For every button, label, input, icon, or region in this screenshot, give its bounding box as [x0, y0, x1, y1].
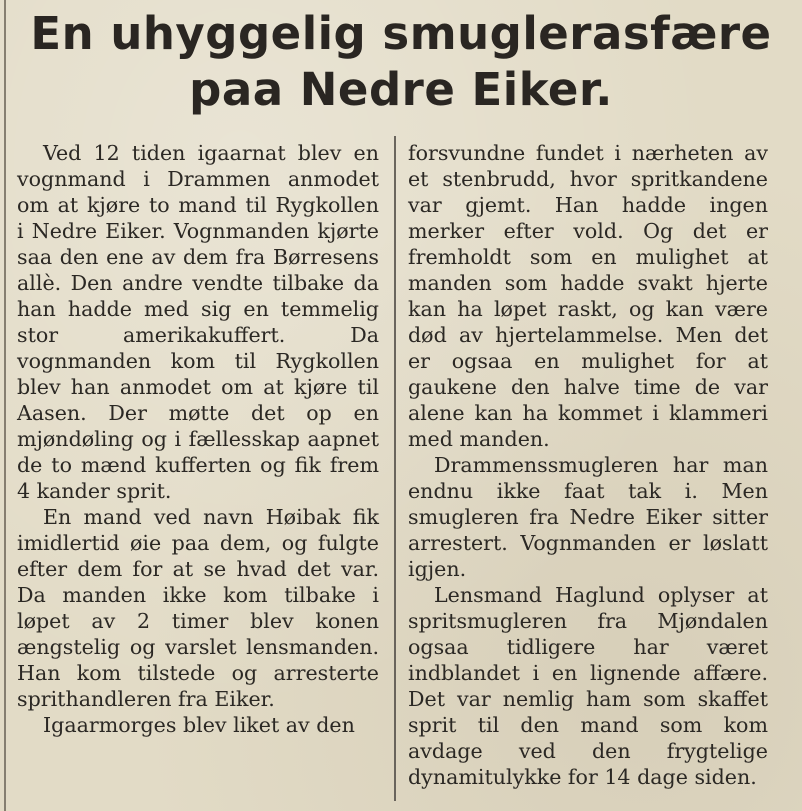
headline-line-2: paa Nedre Eiker. — [189, 63, 613, 116]
article-paragraph: Lensmand Haglund oplyser at spritsmugleren fra Mjøndalen ogsaa tidligere har været indblandet i en lignende affære. Det var nemlig ham som skaffet sprit til den mand som kom avdage ved den frygtelige dynamitulykke for 14 dage siden. — [408, 583, 768, 789]
article-paragraph: Drammenssmugleren har man endnu ikke faat tak i. Men smugleren fra Nedre Eiker sitter arrestert. Vognmanden er løslatt igjen. — [408, 453, 768, 581]
headline — [0, 6, 802, 118]
headline-line-1: En uhyggelig smuglerasfære — [30, 7, 772, 60]
clipping-edge-rule — [4, 0, 6, 811]
article-paragraph: Ved 12 tiden igaarnat blev en vognmand i Drammen anmodet om at kjøre to mand til Rygkollen i Nedre Eiker. Vognmanden kjørte saa den ene av dem fra Børresens allè. Den andre vendte tilbake da han hadde med sig en temmelig stor amerikakuffert. Da vognmanden kom til Rygkollen blev han anmodet om at kjøre til Aasen. Der møtte det op en mjøndøling og i fællesskap aapnet de to mænd kufferten og fik frem 4 kander sprit. — [17, 141, 379, 503]
article-left-column — [17, 140, 379, 738]
article-paragraph: Igaarmorges blev liket av den — [43, 713, 355, 737]
article-right-column — [408, 140, 768, 790]
column-divider — [394, 136, 396, 801]
article-paragraph: En mand ved navn Høibak fik imidlertid øie paa dem, og fulgte efter dem for at se hvad det var. Da manden ikke kom tilbake i løpet av 2 timer blev konen ængstelig og varslet lensmanden. Han kom tilstede og arresterte sprithandleren fra Eiker. — [17, 505, 379, 711]
article-paragraph: forsvundne fundet i nærheten av et stenbrudd, hvor spritkandene var gjemt. Han hadde ingen merker efter vold. Og det er fremholdt som en mulighet at manden som hadde svakt hjerte kan ha løpet raskt, og kan være død av hjertelammelse. Men det er ogsaa en mulighet for at gaukene den halve time de var alene kan ha kommet i klammeri med manden. — [408, 141, 768, 451]
